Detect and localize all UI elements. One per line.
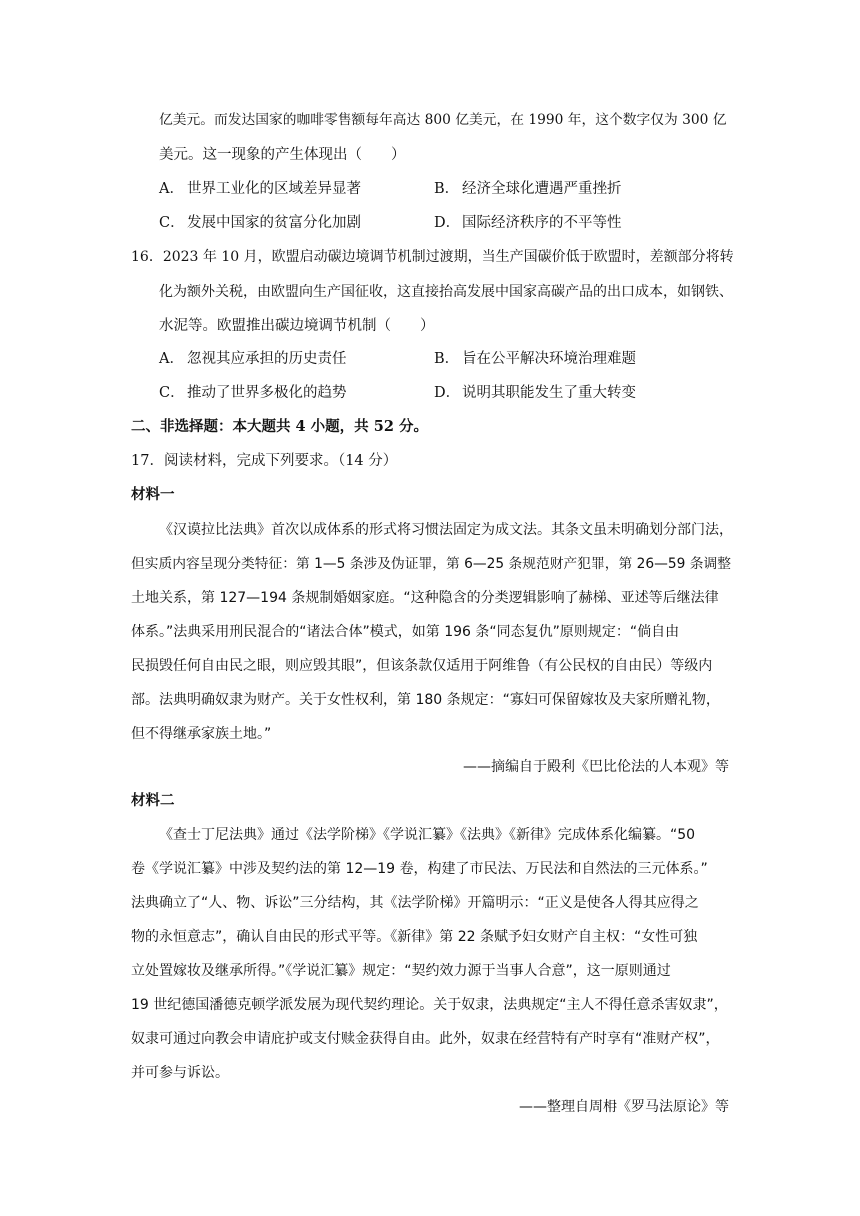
option-letter: C． [159,215,185,231]
material-2-line: 《查士丁尼法典》通过《法学阶梯》《学说汇纂》《法典》《新律》完成体系化编纂。“50 [159,827,696,843]
q16-text-line: 16．2023 年 10 月，欧盟启动碳边境调节机制过渡期，当生产国碳价低于欧盟时，差额部分将转 [131,249,734,265]
q16-option-d [434,383,636,403]
q16-option-a [159,349,347,369]
q15-option-d [434,213,622,233]
material-1-line: 《汉谟拉比法典》首次以成体系的形式将习惯法固定为成文法。其条文虽未明确划分部门法， [159,522,733,538]
option-letter: D． [434,215,461,231]
material-2-line: 奴隶可通过向教会申请庇护或支付赎金获得自由。此外，奴隶在经营特有产时享有“准财产权”， [131,1031,720,1047]
option-text: 世界工业化的区域差异显著 [187,181,361,197]
option-letter: A． [159,351,184,367]
material-1-title: 材料一 [131,486,175,503]
q16-option-b [434,349,636,369]
material-2-line: 卷《学说汇纂》中涉及契约法的第 12—19 卷，构建了市民法、万民法和自然法的三元体系。” [131,861,708,877]
material-1-line: 民损毁任何自由民之眼，则应毁其眼”，但该条款仅适用于阿维鲁（有公民权的自由民）等级内 [131,658,713,674]
q15-option-b [434,179,622,199]
material-1-line: 但不得继承家族土地。” [131,726,272,742]
material-2-line: 19 世纪德国潘德克顿学派发展为现代契约理论。关于奴隶，法典规定“主人不得任意杀害奴隶”， [131,997,728,1013]
q15-text-line: 美元。这一现象的产生体现出（ ） [159,147,406,163]
option-text: 忽视其应承担的历史责任 [187,351,347,367]
section-heading: 二、非选择题：本大题共 4 小题，共 52 分。 [131,418,428,435]
q16-option-c [159,383,347,403]
option-text: 国际经济秩序的不平等性 [462,215,622,231]
option-text: 推动了世界多极化的趋势 [187,385,347,401]
option-letter: A． [159,181,184,197]
material-1-source: ——摘编自于殿利《巴比伦法的人本观》等 [463,759,729,775]
material-1-line: 部。法典明确奴隶为财产。关于女性权利，第 180 条规定：“寡妇可保留嫁妆及夫家所赠礼物， [131,692,720,708]
material-2-line: 并可参与诉讼。 [131,1065,229,1081]
q17-intro: 17．阅读材料，完成下列要求。（14 分） [131,453,398,469]
material-1-line: 土地关系，第 127—194 条规制婚姻家庭。“这种隐含的分类逻辑影响了赫梯、亚述等后继法律 [131,590,719,606]
material-1-line: 体系。”法典采用刑民混合的“诸法合体”模式，如第 196 条“同态复仇”原则规定：“倘自由 [131,624,680,640]
material-1-line: 但实质内容呈现分类特征：第 1—5 条涉及伪证罪，第 6—25 条规范财产犯罪，第 26—59 条调整 [131,556,731,572]
option-text: 经济全球化遭遇严重挫折 [462,181,622,197]
material-2-title: 材料二 [131,792,175,809]
q15-text-line: 亿美元。而发达国家的咖啡零售额每年高达 800 亿美元，在 1990 年，这个数字仅为 300 亿 [159,112,727,128]
option-letter: B． [434,181,460,197]
q16-text-line: 化为额外关税，由欧盟向生产国征收，这直接抬高发展中国家高碳产品的出口成本，如钢铁、 [159,284,733,300]
option-text: 说明其职能发生了重大转变 [462,385,636,401]
option-letter: B． [434,351,460,367]
option-letter: D． [434,385,461,401]
material-2-source: ——整理自周枏《罗马法原论》等 [519,1099,729,1115]
option-letter: C． [159,385,185,401]
option-text: 旨在公平解决环境治理难题 [462,351,636,367]
material-2-line: 立处置嫁妆及继承所得。”《学说汇纂》规定：“契约效力源于当事人合意”，这一原则通过 [131,963,671,979]
material-2-line: 法典确立了“人、物、诉讼”三分结构，其《法学阶梯》开篇明示：“正义是使各人得其应得之 [131,895,699,911]
q15-option-a [159,179,361,199]
q15-option-c [159,213,361,233]
material-2-line: 物的永恒意志”，确认自由民的形式平等。《新律》第 22 条赋予妇女财产自主权：“女性可独 [131,929,698,945]
q16-text-line: 水泥等。欧盟推出碳边境调节机制（ ） [159,318,435,334]
option-text: 发展中国家的贫富分化加剧 [187,215,361,231]
